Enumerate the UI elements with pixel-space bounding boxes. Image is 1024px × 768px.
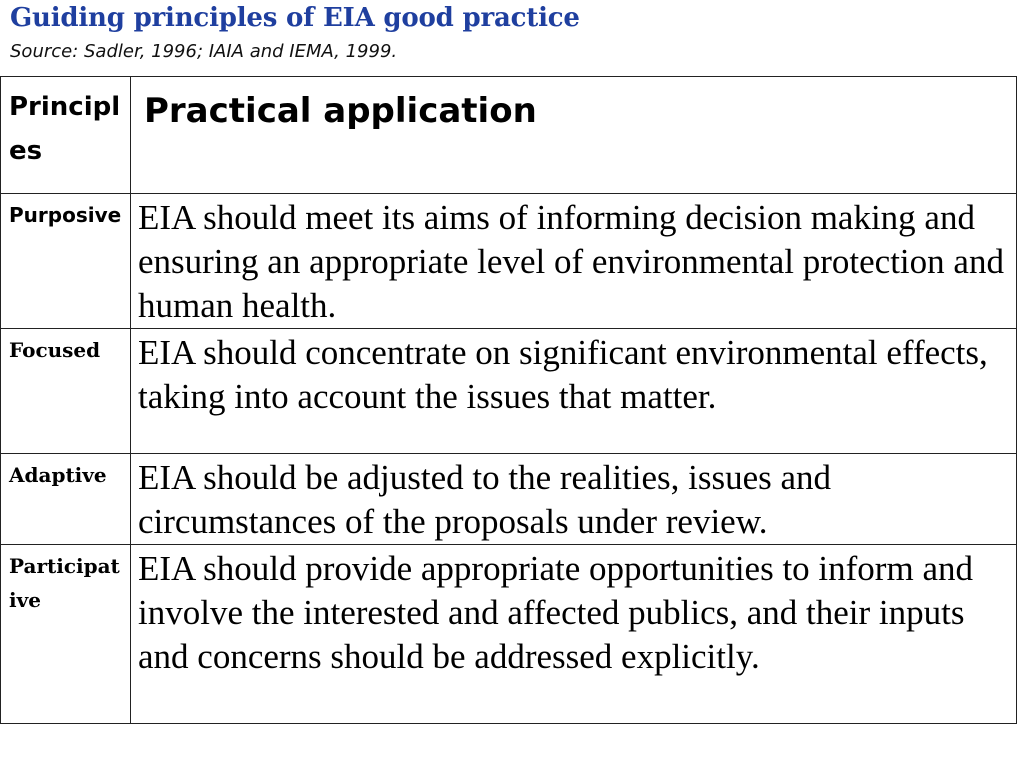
application-cell: EIA should be adjusted to the realities, issues and circumstances of the proposals under review. [131,454,1017,545]
principle-cell: Purposive [1,194,131,329]
application-cell: EIA should concentrate on significant environmental effects, taking into account the issues that matter. [131,329,1017,454]
table-header-row [1,77,1017,194]
slide-title: Guiding principles of EIA good practice [10,3,580,33]
principle-cell: Focused [1,329,131,454]
table-row [1,545,1017,724]
principle-cell: Adaptive [1,454,131,545]
principle-cell: Participative [1,545,131,724]
table-row [1,454,1017,545]
header-principles: Principles [1,77,131,194]
header-practical-application: Practical application [131,77,1017,194]
table-row [1,194,1017,329]
application-cell: EIA should provide appropriate opportunities to inform and involve the interested and affected publics, and their inputs and concerns should be addressed explicitly. [131,545,1017,724]
principles-table [0,76,1017,724]
source-citation: Source: Sadler, 1996; IAIA and IEMA, 1999. [10,41,398,62]
application-cell: EIA should meet its aims of informing decision making and ensuring an appropriate level of environmental protection and human health. [131,194,1017,329]
table-row [1,329,1017,454]
